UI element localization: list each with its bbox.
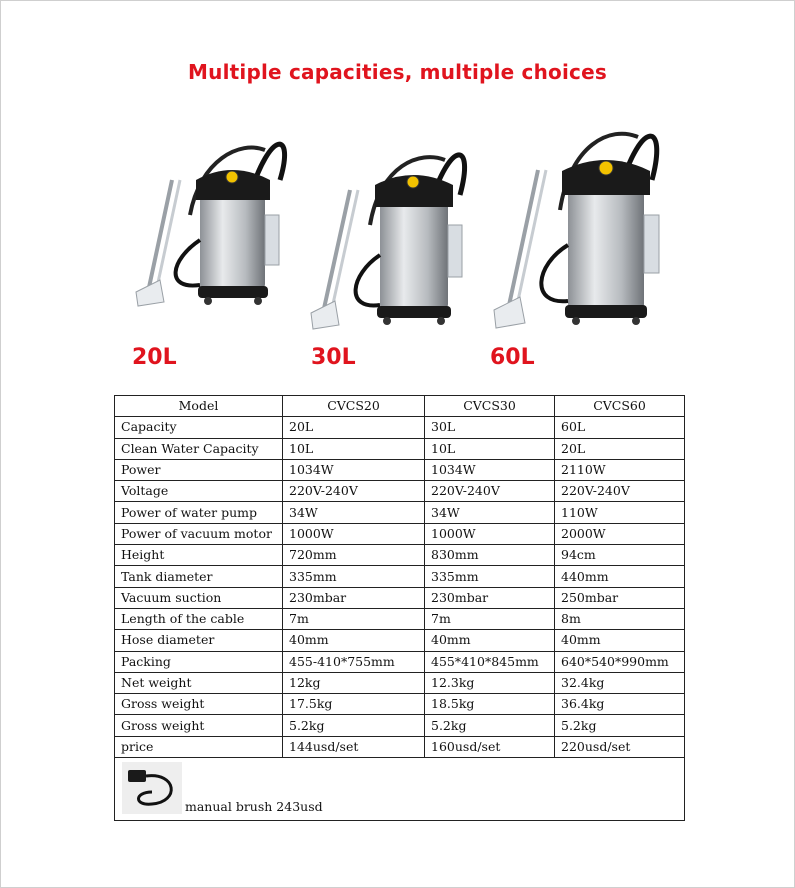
vacuum-cleaner-30l-image: [305, 135, 480, 340]
cell-cvcs30: 12.3kg: [425, 672, 555, 693]
table-row: [115, 417, 685, 438]
cell-label: Capacity: [115, 417, 283, 438]
cell-cvcs60: 640*540*990mm: [555, 651, 685, 672]
table-row: [115, 566, 685, 587]
cell-cvcs20: 455-410*755mm: [283, 651, 425, 672]
specification-table: [114, 395, 685, 821]
cell-cvcs20: 230mbar: [283, 587, 425, 608]
cell-cvcs60: 220V-240V: [555, 481, 685, 502]
table-row: [115, 651, 685, 672]
cell-cvcs60: 5.2kg: [555, 715, 685, 736]
manual-brush-image: [122, 762, 182, 814]
header-cvcs30: CVCS30: [425, 396, 555, 417]
cell-cvcs30: 5.2kg: [425, 715, 555, 736]
accessory-label: manual brush 243usd: [185, 799, 323, 815]
cell-cvcs30: 1000W: [425, 523, 555, 544]
table-row: [115, 545, 685, 566]
cell-label: Voltage: [115, 481, 283, 502]
cell-cvcs20: 10L: [283, 438, 425, 459]
headline: Multiple capacities, multiple choices: [188, 60, 607, 84]
cell-label: Clean Water Capacity: [115, 438, 283, 459]
cell-cvcs60: 20L: [555, 438, 685, 459]
header-cvcs60: CVCS60: [555, 396, 685, 417]
cell-cvcs20: 144usd/set: [283, 736, 425, 757]
cell-label: Hose diameter: [115, 630, 283, 651]
cell-cvcs20: 34W: [283, 502, 425, 523]
cell-cvcs60: 220usd/set: [555, 736, 685, 757]
cell-label: Height: [115, 545, 283, 566]
cell-cvcs60: 2110W: [555, 459, 685, 480]
cell-label: Gross weight: [115, 715, 283, 736]
cell-cvcs20: 20L: [283, 417, 425, 438]
cell-cvcs20: 335mm: [283, 566, 425, 587]
capacity-label-30l: 30L: [311, 345, 356, 370]
cell-label: Power of water pump: [115, 502, 283, 523]
cell-label: Power of vacuum motor: [115, 523, 283, 544]
cell-cvcs30: 30L: [425, 417, 555, 438]
table-row: [115, 672, 685, 693]
cell-cvcs30: 335mm: [425, 566, 555, 587]
capacity-label-20l: 20L: [132, 345, 177, 370]
cell-cvcs60: 110W: [555, 502, 685, 523]
cell-cvcs30: 220V-240V: [425, 481, 555, 502]
cell-cvcs60: 40mm: [555, 630, 685, 651]
cell-cvcs30: 10L: [425, 438, 555, 459]
cell-label: Vacuum suction: [115, 587, 283, 608]
cell-cvcs20: 1000W: [283, 523, 425, 544]
cell-cvcs20: 7m: [283, 608, 425, 629]
cell-label: Tank diameter: [115, 566, 283, 587]
cell-cvcs30: 18.5kg: [425, 694, 555, 715]
cell-label: Packing: [115, 651, 283, 672]
header-model: Model: [115, 396, 283, 417]
cell-cvcs30: 160usd/set: [425, 736, 555, 757]
cell-cvcs30: 34W: [425, 502, 555, 523]
cell-cvcs20: 220V-240V: [283, 481, 425, 502]
table-row: [115, 438, 685, 459]
cell-cvcs30: 7m: [425, 608, 555, 629]
table-row: [115, 481, 685, 502]
table-row: [115, 587, 685, 608]
cell-cvcs20: 12kg: [283, 672, 425, 693]
cell-cvcs60: 36.4kg: [555, 694, 685, 715]
table-header-row: [115, 396, 685, 417]
accessory-row: [115, 758, 685, 821]
cell-cvcs20: 1034W: [283, 459, 425, 480]
cell-cvcs60: 440mm: [555, 566, 685, 587]
cell-label: Power: [115, 459, 283, 480]
cell-cvcs30: 40mm: [425, 630, 555, 651]
cell-cvcs20: 40mm: [283, 630, 425, 651]
cell-cvcs60: 250mbar: [555, 587, 685, 608]
header-cvcs20: CVCS20: [283, 396, 425, 417]
cell-cvcs60: 60L: [555, 417, 685, 438]
cell-label: Length of the cable: [115, 608, 283, 629]
cell-cvcs30: 455*410*845mm: [425, 651, 555, 672]
table-row: [115, 630, 685, 651]
cell-label: Net weight: [115, 672, 283, 693]
vacuum-cleaner-20l-image: [130, 120, 300, 320]
cell-cvcs60: 2000W: [555, 523, 685, 544]
cell-cvcs20: 5.2kg: [283, 715, 425, 736]
cell-cvcs20: 17.5kg: [283, 694, 425, 715]
capacity-label-60l: 60L: [490, 345, 535, 370]
accessory-cell: [115, 758, 685, 821]
table-row: [115, 715, 685, 736]
table-row: [115, 459, 685, 480]
cell-cvcs30: 1034W: [425, 459, 555, 480]
table-row: [115, 694, 685, 715]
cell-cvcs60: 94cm: [555, 545, 685, 566]
cell-cvcs30: 830mm: [425, 545, 555, 566]
cell-cvcs20: 720mm: [283, 545, 425, 566]
table-row: [115, 502, 685, 523]
table-row: [115, 523, 685, 544]
table-row: [115, 608, 685, 629]
vacuum-cleaner-60l-image: [490, 115, 675, 340]
cell-label: price: [115, 736, 283, 757]
cell-cvcs60: 32.4kg: [555, 672, 685, 693]
table-row: [115, 736, 685, 757]
cell-label: Gross weight: [115, 694, 283, 715]
cell-cvcs30: 230mbar: [425, 587, 555, 608]
cell-cvcs60: 8m: [555, 608, 685, 629]
